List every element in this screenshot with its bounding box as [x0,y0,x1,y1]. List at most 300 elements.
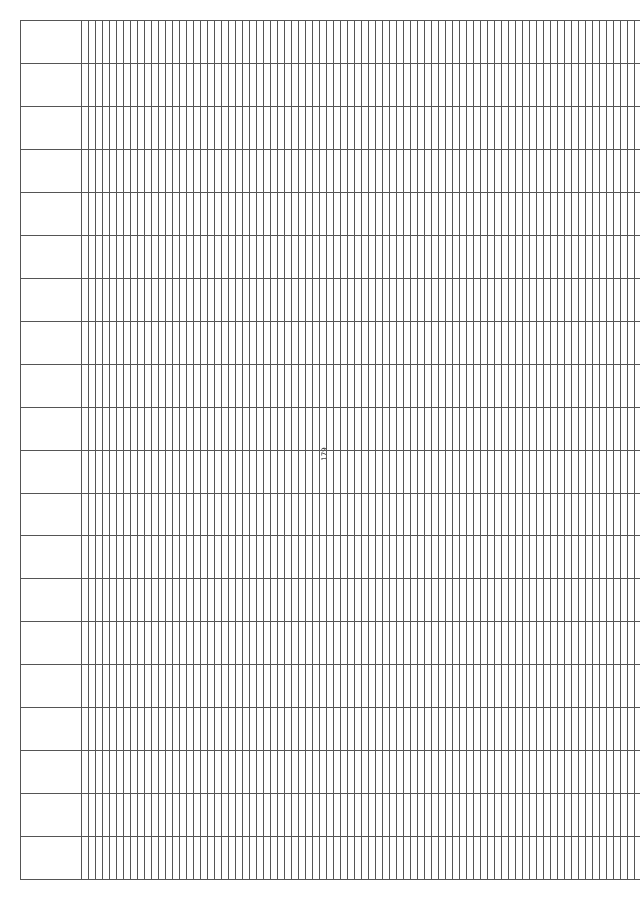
table-cell [537,64,544,107]
table-cell [460,579,467,622]
table-cell [495,64,502,107]
table-row [166,21,173,880]
table-cell [425,278,432,321]
table-cell [614,751,621,794]
table-cell [138,407,145,450]
table-cell [565,150,572,193]
table-cell [271,493,278,536]
table-cell [173,321,180,364]
table-cell [257,708,264,751]
table-cell [530,107,537,150]
table-cell [404,579,411,622]
table-cell [348,150,355,193]
table-cell [586,493,593,536]
table-cell [362,150,369,193]
table-cell [180,150,187,193]
table-cell [551,622,558,665]
table-row [621,21,628,880]
table-cell [488,837,495,880]
table-cell [530,493,537,536]
table-cell [166,407,173,450]
table-cell [131,64,138,107]
table-cell [271,450,278,493]
table-cell [124,321,131,364]
table-cell [565,837,572,880]
table-cell [586,536,593,579]
table-cell [432,493,439,536]
table-cell [530,708,537,751]
table-cell [502,751,509,794]
table-cell [523,751,530,794]
table-cell [299,407,306,450]
table-cell [341,493,348,536]
table-cell [194,579,201,622]
table-cell [558,107,565,150]
table-cell [103,407,110,450]
table-cell [236,364,243,407]
table-cell [481,193,488,236]
table-cell [341,364,348,407]
table-cell [376,21,383,64]
table-cell [586,579,593,622]
table-cell [467,536,474,579]
table-cell [243,622,250,665]
table-cell [194,493,201,536]
table-cell [572,235,579,278]
table-cell [474,536,481,579]
table-cell [96,751,103,794]
table-cell [551,794,558,837]
table-cell [334,536,341,579]
table-cell [243,107,250,150]
table-cell [222,708,229,751]
table-cell [509,751,516,794]
table-cell [390,364,397,407]
table-cell [243,321,250,364]
table-cell [523,665,530,708]
table-cell [320,708,327,751]
table-cell [313,837,320,880]
table-cell [152,64,159,107]
table-cell [152,450,159,493]
table-cell [446,407,453,450]
table-cell [89,493,96,536]
table-cell [551,751,558,794]
table-cell [215,751,222,794]
table-cell [614,407,621,450]
table-cell [103,493,110,536]
table-cell [250,837,257,880]
table-cell [516,751,523,794]
table-cell [432,407,439,450]
table-cell [397,21,404,64]
table-cell [138,64,145,107]
table-cell [145,407,152,450]
table-cell [299,751,306,794]
table-cell [404,278,411,321]
table-cell [411,579,418,622]
table-cell [551,150,558,193]
table-cell [313,665,320,708]
table-cell [488,193,495,236]
table-row [187,21,194,880]
table-cell [600,536,607,579]
table-row [565,21,572,880]
table-cell [215,837,222,880]
header-cell [21,450,82,493]
table-cell [523,150,530,193]
table-cell [278,493,285,536]
table-cell [180,107,187,150]
table-cell [145,364,152,407]
table-cell [152,665,159,708]
table-cell [635,21,640,64]
table-cell [159,193,166,236]
table-cell [117,107,124,150]
table-cell [341,450,348,493]
table-cell [250,407,257,450]
table-cell [110,364,117,407]
table-cell [341,708,348,751]
table-cell [145,21,152,64]
table-cell [236,493,243,536]
table-cell [397,794,404,837]
table-cell [264,407,271,450]
table-cell [348,278,355,321]
table-cell [621,837,628,880]
table-cell [355,751,362,794]
table-cell [369,150,376,193]
table-cell [285,235,292,278]
table-cell [96,708,103,751]
table-cell [229,407,236,450]
table-cell [502,536,509,579]
table-cell [96,193,103,236]
table-cell [208,536,215,579]
table-cell [558,493,565,536]
table-cell [369,321,376,364]
table-row [124,21,131,880]
table-cell [173,493,180,536]
table-row [628,21,635,880]
table-cell [138,450,145,493]
table-cell [215,493,222,536]
table-cell [124,837,131,880]
table-cell [348,837,355,880]
table-cell [362,107,369,150]
table-cell [558,364,565,407]
table-cell [124,622,131,665]
table-cell [236,450,243,493]
table-cell [103,321,110,364]
table-cell [509,450,516,493]
table-cell [593,64,600,107]
table-cell [509,364,516,407]
table-cell [537,193,544,236]
table-cell [593,107,600,150]
table-cell [600,364,607,407]
table-cell [614,150,621,193]
table-cell [418,751,425,794]
table-cell [467,107,474,150]
table-cell [502,837,509,880]
table-cell [124,21,131,64]
table-cell [404,708,411,751]
table-cell [474,107,481,150]
table-cell [236,407,243,450]
table-cell [544,450,551,493]
table-cell [243,665,250,708]
table-row [243,21,250,880]
table-cell [201,579,208,622]
table-cell [537,837,544,880]
table-cell [523,364,530,407]
header-cell [21,235,82,278]
table-cell [82,794,89,837]
table-cell [152,794,159,837]
table-row [635,21,640,880]
table-cell [495,321,502,364]
table-cell [509,407,516,450]
table-cell [222,536,229,579]
table-cell [215,794,222,837]
table-cell [334,665,341,708]
table-cell [138,493,145,536]
table-cell [481,364,488,407]
table-cell [334,450,341,493]
table-cell [320,364,327,407]
table-cell [593,278,600,321]
table-cell [187,107,194,150]
table-cell [278,150,285,193]
table-cell [621,794,628,837]
table-cell [257,536,264,579]
table-cell [593,708,600,751]
table-cell [173,751,180,794]
table-cell [299,493,306,536]
table-cell [306,794,313,837]
table-cell [236,837,243,880]
table-cell [257,64,264,107]
table-cell [159,665,166,708]
table-cell [474,751,481,794]
table-cell [565,321,572,364]
table-cell [565,235,572,278]
table-cell [383,665,390,708]
table-cell [264,107,271,150]
table-cell [229,193,236,236]
table-cell [201,321,208,364]
table-cell [257,278,264,321]
table-cell [215,622,222,665]
table-cell [166,107,173,150]
table-cell [502,450,509,493]
table-cell [96,407,103,450]
table-cell [362,21,369,64]
table-cell [152,321,159,364]
table-cell [306,493,313,536]
table-cell [278,536,285,579]
table-cell [187,794,194,837]
table-body [82,21,640,880]
table-cell [222,64,229,107]
table-cell [292,794,299,837]
table-cell [425,493,432,536]
table-cell [467,794,474,837]
table-cell [257,235,264,278]
rotated-table-wrapper [20,20,620,880]
table-cell [278,751,285,794]
table-cell [516,493,523,536]
table-cell [572,493,579,536]
table-cell [523,235,530,278]
table-cell [446,493,453,536]
table-cell [292,493,299,536]
table-cell [117,150,124,193]
table-cell [467,622,474,665]
table-cell [411,665,418,708]
table-cell [530,579,537,622]
table-cell [572,407,579,450]
table-cell [327,64,334,107]
table-cell [614,235,621,278]
table-row [313,21,320,880]
header-cell [21,107,82,150]
table-cell [551,493,558,536]
table-cell [96,837,103,880]
table-cell [327,665,334,708]
table-cell [299,622,306,665]
table-cell [229,708,236,751]
table-cell [362,321,369,364]
table-cell [89,708,96,751]
table-cell [607,407,614,450]
table-cell [250,708,257,751]
table-row [194,21,201,880]
table-cell [236,235,243,278]
table-cell [481,278,488,321]
table-cell [208,665,215,708]
table-cell [110,493,117,536]
table-cell [425,150,432,193]
table-cell [558,278,565,321]
table-cell [341,579,348,622]
table-cell [572,107,579,150]
table-cell [509,665,516,708]
table-cell [110,193,117,236]
table-cell [362,493,369,536]
table-cell [299,321,306,364]
table-cell [96,622,103,665]
table-cell [544,536,551,579]
table-cell [467,278,474,321]
table-row [250,21,257,880]
table-cell [411,64,418,107]
table-cell [579,450,586,493]
table-cell [495,407,502,450]
table-cell [152,21,159,64]
table-cell [460,150,467,193]
table-cell [215,235,222,278]
table-cell [635,235,640,278]
table-row [89,21,96,880]
table-row [229,21,236,880]
table-cell [362,579,369,622]
table-cell [572,21,579,64]
table-cell [460,235,467,278]
table-cell [460,708,467,751]
table-cell [488,751,495,794]
table-cell [159,708,166,751]
table-cell [278,364,285,407]
table-cell [369,235,376,278]
table-cell [432,21,439,64]
table-cell [145,665,152,708]
table-cell [565,579,572,622]
table-cell [187,278,194,321]
table-cell [89,794,96,837]
table-cell [222,193,229,236]
table-cell [208,493,215,536]
table-cell [481,450,488,493]
table-row [208,21,215,880]
table-cell [432,579,439,622]
table-cell [383,278,390,321]
table-cell [117,751,124,794]
header-cell [21,321,82,364]
table-cell [488,622,495,665]
table-cell [439,579,446,622]
table-cell [558,407,565,450]
table-cell [271,708,278,751]
table-cell [320,21,327,64]
table-cell [579,364,586,407]
table-cell [397,278,404,321]
table-cell [152,708,159,751]
table-cell [96,278,103,321]
table-cell [110,579,117,622]
table-cell [138,107,145,150]
table-cell [509,837,516,880]
table-cell [369,794,376,837]
table-cell [572,150,579,193]
table-cell [138,665,145,708]
table-cell [565,21,572,64]
table-cell [117,794,124,837]
header-cell [21,407,82,450]
table-cell [124,107,131,150]
table-row [327,21,334,880]
table-cell [516,150,523,193]
table-cell [467,407,474,450]
table-cell [418,493,425,536]
table-cell [376,235,383,278]
table-cell [348,364,355,407]
table-cell [355,321,362,364]
table-cell [236,107,243,150]
table-cell [551,321,558,364]
table-cell [159,450,166,493]
table-row [299,21,306,880]
table-cell [355,150,362,193]
table-cell [439,450,446,493]
table-cell [481,150,488,193]
table-cell [446,321,453,364]
table-cell [411,235,418,278]
table-cell [348,708,355,751]
table-cell [299,150,306,193]
table-cell [89,235,96,278]
